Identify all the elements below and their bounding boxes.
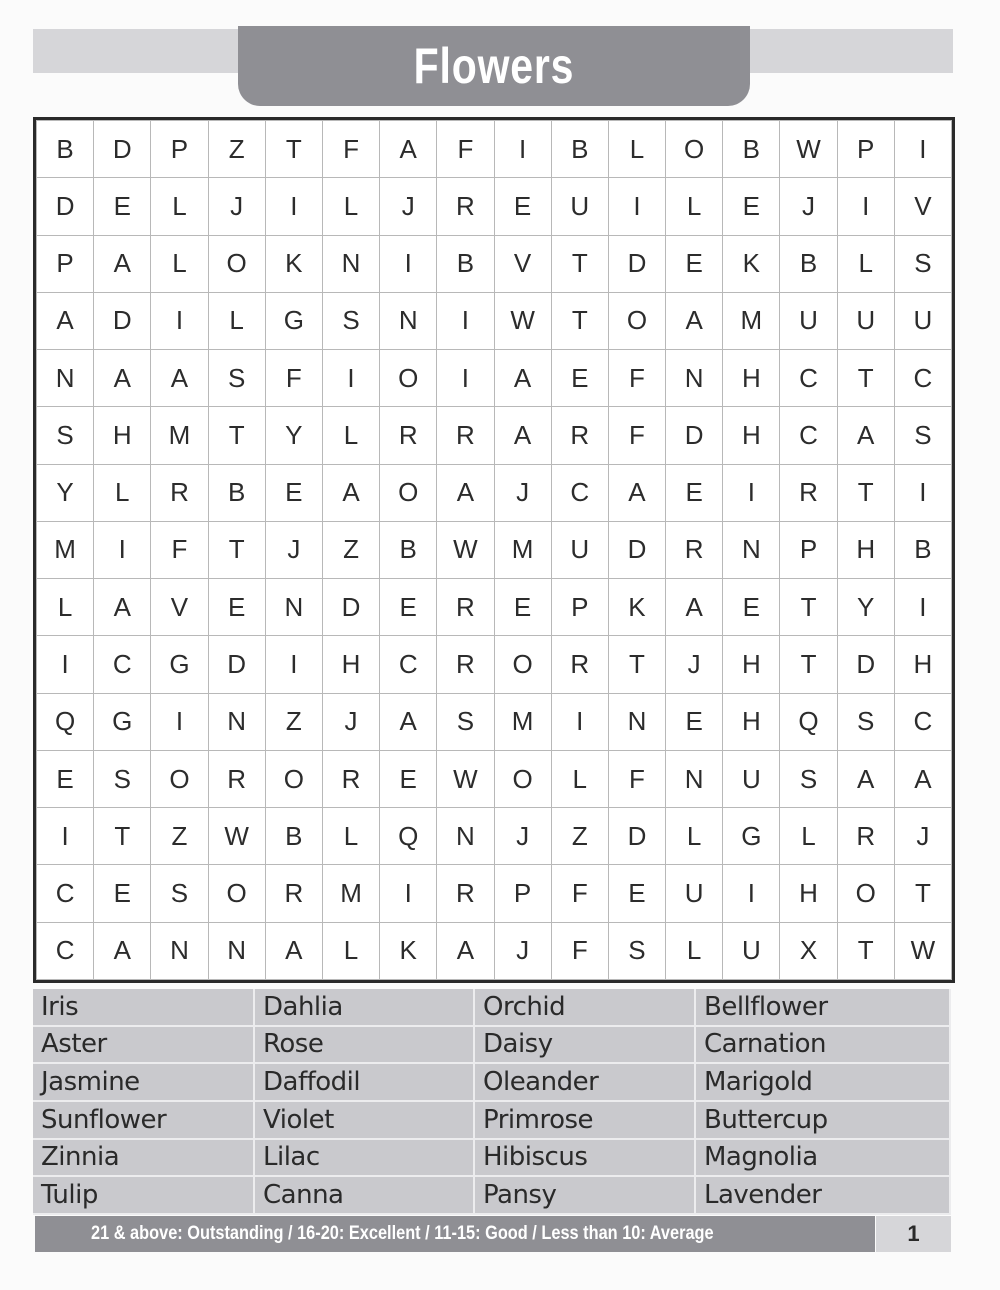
grid-cell[interactable]: I — [608, 178, 665, 235]
word-list — [33, 989, 951, 1215]
grid-cell[interactable]: E — [494, 579, 551, 636]
grid-cell[interactable]: D — [608, 235, 665, 292]
word-list-item: Carnation — [696, 1027, 951, 1065]
grid-cell[interactable]: L — [151, 178, 208, 235]
grid-cell[interactable]: P — [551, 579, 608, 636]
grid-cell[interactable]: N — [208, 922, 265, 979]
grid-cell[interactable]: S — [894, 407, 951, 464]
word-list-item: Hibiscus — [475, 1140, 696, 1178]
grid-row — [37, 865, 952, 922]
grid-cell[interactable]: N — [723, 521, 780, 578]
grid-cell[interactable]: I — [265, 636, 322, 693]
grid-cell[interactable]: B — [723, 121, 780, 178]
grid-cell[interactable]: A — [437, 922, 494, 979]
grid-cell[interactable]: A — [894, 750, 951, 807]
grid-cell[interactable]: E — [608, 865, 665, 922]
grid-cell[interactable]: L — [666, 808, 723, 865]
grid-cell[interactable]: R — [265, 865, 322, 922]
grid-cell[interactable]: E — [666, 693, 723, 750]
grid-cell[interactable]: U — [723, 750, 780, 807]
grid-cell[interactable]: D — [208, 636, 265, 693]
grid-cell[interactable]: M — [151, 407, 208, 464]
grid-cell[interactable]: L — [322, 407, 379, 464]
grid-cell[interactable]: T — [608, 636, 665, 693]
grid-cell[interactable]: D — [322, 579, 379, 636]
grid-cell[interactable]: F — [551, 865, 608, 922]
grid-cell[interactable]: D — [666, 407, 723, 464]
grid-cell[interactable]: S — [894, 235, 951, 292]
grid-cell[interactable]: E — [380, 750, 437, 807]
grid-cell[interactable]: T — [837, 922, 894, 979]
grid-cell[interactable]: B — [265, 808, 322, 865]
grid-cell[interactable]: I — [494, 121, 551, 178]
grid-cell[interactable]: O — [666, 121, 723, 178]
word-list-item: Iris — [33, 989, 255, 1027]
grid-cell[interactable]: W — [780, 121, 837, 178]
grid-cell[interactable]: I — [380, 865, 437, 922]
grid-cell[interactable]: L — [208, 292, 265, 349]
grid-cell[interactable]: O — [208, 235, 265, 292]
grid-cell[interactable]: Y — [837, 579, 894, 636]
grid-cell[interactable]: A — [37, 292, 94, 349]
grid-cell[interactable]: R — [208, 750, 265, 807]
grid-row — [37, 521, 952, 578]
grid-cell[interactable]: E — [208, 579, 265, 636]
grid-cell[interactable]: Z — [151, 808, 208, 865]
grid-cell[interactable]: J — [494, 808, 551, 865]
grid-cell[interactable]: B — [894, 521, 951, 578]
grid-cell[interactable]: Y — [37, 464, 94, 521]
grid-cell[interactable]: A — [837, 407, 894, 464]
grid-row — [37, 121, 952, 178]
grid-cell[interactable]: A — [94, 235, 151, 292]
grid-cell[interactable]: I — [723, 865, 780, 922]
grid-cell[interactable]: O — [494, 750, 551, 807]
grid-cell[interactable]: A — [380, 121, 437, 178]
grid-row — [37, 292, 952, 349]
word-list-item: Tulip — [33, 1177, 255, 1215]
grid-cell[interactable]: J — [666, 636, 723, 693]
grid-cell[interactable]: W — [208, 808, 265, 865]
grid-cell[interactable]: U — [666, 865, 723, 922]
word-list-item: Zinnia — [33, 1140, 255, 1178]
grid-cell[interactable]: F — [551, 922, 608, 979]
grid-cell[interactable]: A — [322, 464, 379, 521]
grid-cell[interactable]: L — [780, 808, 837, 865]
grid-cell[interactable]: B — [551, 121, 608, 178]
word-list-item: Oleander — [475, 1064, 696, 1102]
grid-cell[interactable]: E — [94, 865, 151, 922]
word-list-item: Lilac — [255, 1140, 475, 1178]
grid-cell[interactable]: R — [837, 808, 894, 865]
grid-cell[interactable]: T — [94, 808, 151, 865]
grid-cell[interactable]: A — [94, 579, 151, 636]
grid-cell[interactable]: O — [494, 636, 551, 693]
grid-cell[interactable]: B — [437, 235, 494, 292]
grid-cell[interactable]: S — [94, 750, 151, 807]
grid-cell[interactable]: N — [380, 292, 437, 349]
grid-cell[interactable]: T — [837, 464, 894, 521]
grid-cell[interactable]: A — [666, 292, 723, 349]
grid-cell[interactable]: H — [894, 636, 951, 693]
grid-cell[interactable]: Y — [265, 407, 322, 464]
grid-row — [37, 350, 952, 407]
grid-cell[interactable]: J — [780, 178, 837, 235]
grid-cell[interactable]: N — [608, 693, 665, 750]
grid-cell[interactable]: R — [437, 579, 494, 636]
grid-row — [37, 922, 952, 979]
word-list-item: Lavender — [696, 1177, 951, 1215]
grid-cell[interactable]: C — [37, 865, 94, 922]
grid-cell[interactable]: E — [380, 579, 437, 636]
grid-cell[interactable]: D — [837, 636, 894, 693]
grid-cell[interactable]: R — [380, 407, 437, 464]
grid-cell[interactable]: P — [37, 235, 94, 292]
grid-cell[interactable]: O — [837, 865, 894, 922]
grid-cell[interactable]: F — [322, 121, 379, 178]
grid-cell[interactable]: Z — [551, 808, 608, 865]
grid-cell[interactable]: D — [94, 292, 151, 349]
grid-cell[interactable]: L — [322, 178, 379, 235]
grid-cell[interactable]: R — [151, 464, 208, 521]
word-list-item: Bellflower — [696, 989, 951, 1027]
grid-cell[interactable]: H — [837, 521, 894, 578]
grid-cell[interactable]: I — [551, 693, 608, 750]
grid-cell[interactable]: L — [151, 235, 208, 292]
grid-cell[interactable]: A — [380, 693, 437, 750]
grid-cell[interactable]: R — [437, 865, 494, 922]
grid-cell[interactable]: M — [37, 521, 94, 578]
letter-grid — [36, 120, 952, 980]
grid-cell[interactable]: G — [151, 636, 208, 693]
grid-cell[interactable]: C — [37, 922, 94, 979]
grid-cell[interactable]: R — [551, 407, 608, 464]
grid-cell[interactable]: Q — [380, 808, 437, 865]
grid-cell[interactable]: T — [208, 521, 265, 578]
grid-cell[interactable]: J — [494, 464, 551, 521]
grid-cell[interactable]: T — [894, 865, 951, 922]
grid-cell[interactable]: N — [437, 808, 494, 865]
grid-cell[interactable]: Z — [208, 121, 265, 178]
grid-cell[interactable]: U — [723, 922, 780, 979]
grid-cell[interactable]: O — [151, 750, 208, 807]
grid-cell[interactable]: A — [608, 464, 665, 521]
grid-cell[interactable]: G — [723, 808, 780, 865]
grid-cell[interactable]: S — [837, 693, 894, 750]
grid-cell[interactable]: Z — [322, 521, 379, 578]
grid-cell[interactable]: P — [494, 865, 551, 922]
grid-row — [37, 579, 952, 636]
grid-cell[interactable]: C — [551, 464, 608, 521]
grid-cell[interactable]: U — [551, 521, 608, 578]
grid-cell[interactable]: D — [94, 121, 151, 178]
grid-cell[interactable]: E — [265, 464, 322, 521]
grid-cell[interactable]: R — [437, 407, 494, 464]
grid-cell[interactable]: J — [208, 178, 265, 235]
grid-cell[interactable]: A — [94, 922, 151, 979]
grid-cell[interactable]: K — [265, 235, 322, 292]
grid-cell[interactable]: C — [380, 636, 437, 693]
grid-cell[interactable]: C — [894, 350, 951, 407]
grid-cell[interactable]: Q — [37, 693, 94, 750]
grid-cell[interactable]: B — [208, 464, 265, 521]
grid-cell[interactable]: V — [151, 579, 208, 636]
grid-cell[interactable]: A — [837, 750, 894, 807]
word-list-item: Buttercup — [696, 1102, 951, 1140]
grid-cell[interactable]: E — [723, 178, 780, 235]
word-list-item: Violet — [255, 1102, 475, 1140]
grid-cell[interactable]: A — [494, 350, 551, 407]
grid-cell[interactable]: M — [723, 292, 780, 349]
word-list-item: Marigold — [696, 1064, 951, 1102]
grid-cell[interactable]: P — [780, 521, 837, 578]
grid-cell[interactable]: C — [894, 693, 951, 750]
grid-cell[interactable]: I — [894, 464, 951, 521]
grid-cell[interactable]: R — [780, 464, 837, 521]
grid-cell[interactable]: W — [894, 922, 951, 979]
grid-cell[interactable]: L — [551, 750, 608, 807]
word-list-item: Aster — [33, 1027, 255, 1065]
grid-cell[interactable]: O — [380, 350, 437, 407]
grid-row — [37, 636, 952, 693]
grid-cell[interactable]: A — [494, 407, 551, 464]
grid-row — [37, 693, 952, 750]
grid-cell[interactable]: K — [380, 922, 437, 979]
grid-cell[interactable]: I — [265, 178, 322, 235]
grid-cell[interactable]: W — [494, 292, 551, 349]
grid-row — [37, 750, 952, 807]
grid-cell[interactable]: L — [94, 464, 151, 521]
grid-cell[interactable]: B — [780, 235, 837, 292]
grid-cell[interactable]: X — [780, 922, 837, 979]
word-list-item: Orchid — [475, 989, 696, 1027]
grid-cell[interactable]: O — [380, 464, 437, 521]
grid-cell[interactable]: S — [608, 922, 665, 979]
grid-cell[interactable]: H — [322, 636, 379, 693]
grid-cell[interactable]: P — [837, 121, 894, 178]
grid-cell[interactable]: W — [437, 750, 494, 807]
grid-cell[interactable]: F — [265, 350, 322, 407]
grid-cell[interactable]: A — [94, 350, 151, 407]
grid-cell[interactable]: G — [265, 292, 322, 349]
word-list-item: Daffodil — [255, 1064, 475, 1102]
grid-cell[interactable]: N — [666, 750, 723, 807]
word-list-item: Primrose — [475, 1102, 696, 1140]
grid-cell[interactable]: T — [551, 235, 608, 292]
grid-cell[interactable]: V — [894, 178, 951, 235]
grid-cell[interactable]: H — [723, 350, 780, 407]
grid-cell[interactable]: W — [437, 521, 494, 578]
grid-row — [37, 407, 952, 464]
grid-cell[interactable]: M — [494, 521, 551, 578]
word-list-item: Canna — [255, 1177, 475, 1215]
grid-cell[interactable]: C — [780, 350, 837, 407]
grid-cell[interactable]: E — [551, 350, 608, 407]
grid-cell[interactable]: S — [151, 865, 208, 922]
grid-cell[interactable]: F — [608, 750, 665, 807]
grid-cell[interactable]: I — [837, 178, 894, 235]
word-list-item: Dahlia — [255, 989, 475, 1027]
grid-cell[interactable]: S — [322, 292, 379, 349]
grid-cell[interactable]: L — [837, 235, 894, 292]
grid-cell[interactable]: N — [666, 350, 723, 407]
grid-cell[interactable]: H — [780, 865, 837, 922]
grid-cell[interactable]: E — [666, 464, 723, 521]
grid-cell[interactable]: I — [723, 464, 780, 521]
grid-cell[interactable]: R — [666, 521, 723, 578]
grid-cell[interactable]: C — [780, 407, 837, 464]
grid-cell[interactable]: T — [551, 292, 608, 349]
grid-cell[interactable]: O — [265, 750, 322, 807]
grid-cell[interactable]: E — [494, 178, 551, 235]
grid-cell[interactable]: U — [780, 292, 837, 349]
grid-cell[interactable]: I — [94, 521, 151, 578]
grid-cell[interactable]: L — [322, 808, 379, 865]
grid-cell[interactable]: M — [494, 693, 551, 750]
grid-cell[interactable]: T — [208, 407, 265, 464]
grid-cell[interactable]: N — [322, 235, 379, 292]
grid-cell[interactable]: M — [322, 865, 379, 922]
grid-cell[interactable]: H — [723, 636, 780, 693]
grid-cell[interactable]: A — [151, 350, 208, 407]
grid-cell[interactable]: I — [437, 292, 494, 349]
grid-cell[interactable]: S — [437, 693, 494, 750]
word-list-item: Pansy — [475, 1177, 696, 1215]
grid-cell[interactable]: Z — [265, 693, 322, 750]
grid-cell[interactable]: N — [265, 579, 322, 636]
grid-cell[interactable]: R — [437, 178, 494, 235]
grid-cell[interactable]: I — [380, 235, 437, 292]
score-legend: 21 & above: Outstanding / 16-20: Excellent / 11-15: Good / Less than 10: Average — [91, 1223, 714, 1244]
grid-cell[interactable]: K — [608, 579, 665, 636]
grid-cell[interactable]: I — [322, 350, 379, 407]
grid-cell[interactable]: T — [837, 350, 894, 407]
grid-cell[interactable]: A — [666, 579, 723, 636]
page-title: Flowers — [413, 38, 575, 94]
grid-cell[interactable]: D — [608, 521, 665, 578]
grid-cell[interactable]: L — [666, 178, 723, 235]
grid-cell[interactable]: T — [265, 121, 322, 178]
grid-row — [37, 464, 952, 521]
grid-cell[interactable]: E — [94, 178, 151, 235]
grid-cell[interactable]: A — [437, 464, 494, 521]
grid-cell[interactable]: F — [437, 121, 494, 178]
word-list-item: Jasmine — [33, 1064, 255, 1102]
grid-cell[interactable]: L — [322, 922, 379, 979]
grid-cell[interactable]: F — [151, 521, 208, 578]
grid-cell[interactable]: N — [208, 693, 265, 750]
grid-cell[interactable]: E — [37, 750, 94, 807]
word-search-grid — [33, 117, 955, 983]
grid-cell[interactable]: L — [608, 121, 665, 178]
grid-cell[interactable]: V — [494, 235, 551, 292]
grid-cell[interactable]: S — [780, 750, 837, 807]
grid-cell[interactable]: H — [723, 693, 780, 750]
grid-cell[interactable]: H — [723, 407, 780, 464]
page-number: 1 — [876, 1216, 951, 1252]
grid-cell[interactable]: I — [894, 121, 951, 178]
word-list-item: Daisy — [475, 1027, 696, 1065]
grid-cell[interactable]: J — [265, 521, 322, 578]
grid-cell[interactable]: U — [894, 292, 951, 349]
grid-cell[interactable]: Q — [780, 693, 837, 750]
grid-cell[interactable]: O — [208, 865, 265, 922]
grid-cell[interactable]: O — [608, 292, 665, 349]
grid-cell[interactable]: D — [37, 178, 94, 235]
grid-cell[interactable]: T — [780, 636, 837, 693]
grid-cell[interactable]: J — [380, 178, 437, 235]
grid-cell[interactable]: I — [37, 808, 94, 865]
grid-cell[interactable]: B — [380, 521, 437, 578]
grid-cell[interactable]: N — [151, 922, 208, 979]
grid-cell[interactable]: R — [322, 750, 379, 807]
grid-cell[interactable]: S — [208, 350, 265, 407]
grid-cell[interactable]: L — [666, 922, 723, 979]
grid-cell[interactable]: I — [151, 693, 208, 750]
grid-cell[interactable]: R — [551, 636, 608, 693]
grid-cell[interactable]: J — [494, 922, 551, 979]
grid-cell[interactable]: G — [94, 693, 151, 750]
grid-cell[interactable]: U — [837, 292, 894, 349]
grid-cell[interactable]: U — [551, 178, 608, 235]
grid-cell[interactable]: P — [151, 121, 208, 178]
grid-cell[interactable]: N — [37, 350, 94, 407]
grid-cell[interactable]: H — [94, 407, 151, 464]
grid-cell[interactable]: A — [265, 922, 322, 979]
grid-row — [37, 178, 952, 235]
grid-cell[interactable]: B — [37, 121, 94, 178]
word-list-item: Sunflower — [33, 1102, 255, 1140]
grid-cell[interactable]: F — [608, 407, 665, 464]
grid-cell[interactable]: I — [37, 636, 94, 693]
grid-cell[interactable]: T — [780, 579, 837, 636]
grid-cell[interactable]: S — [37, 407, 94, 464]
word-list-item: Rose — [255, 1027, 475, 1065]
grid-row — [37, 808, 952, 865]
grid-cell[interactable]: R — [437, 636, 494, 693]
grid-cell[interactable]: J — [894, 808, 951, 865]
grid-cell[interactable]: I — [437, 350, 494, 407]
title-tab — [238, 26, 750, 106]
word-list-item: Magnolia — [696, 1140, 951, 1178]
grid-cell[interactable]: I — [151, 292, 208, 349]
grid-cell[interactable]: L — [37, 579, 94, 636]
grid-row — [37, 235, 952, 292]
score-footer — [35, 1216, 875, 1252]
grid-cell[interactable]: F — [608, 350, 665, 407]
grid-cell[interactable]: C — [94, 636, 151, 693]
grid-cell[interactable]: J — [322, 693, 379, 750]
grid-cell[interactable]: I — [894, 579, 951, 636]
grid-cell[interactable]: E — [666, 235, 723, 292]
grid-cell[interactable]: E — [723, 579, 780, 636]
grid-cell[interactable]: K — [723, 235, 780, 292]
grid-cell[interactable]: D — [608, 808, 665, 865]
